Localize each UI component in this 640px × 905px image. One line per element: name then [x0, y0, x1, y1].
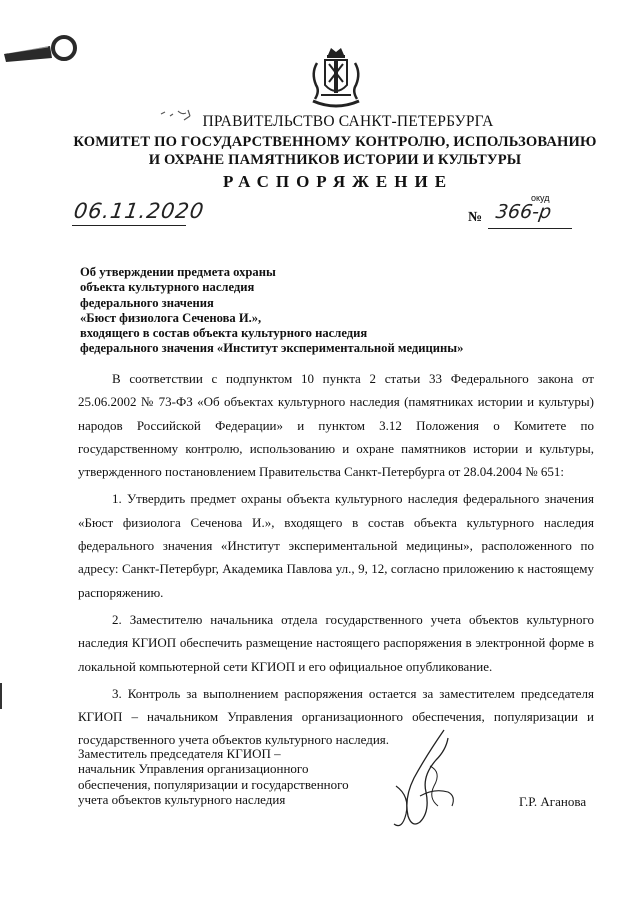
- number-underline: [488, 228, 572, 229]
- document-body: [78, 367, 594, 756]
- subject-line: федерального значения «Институт экспериментальной медицины»: [80, 341, 464, 356]
- position-line: обеспечения, популяризации и государственного: [78, 776, 349, 792]
- coat-of-arms-icon: [307, 45, 365, 113]
- preamble-paragraph: В соответствии с подпунктом 10 пункта 2 статьи 33 Федерального закона от 25.06.2002 № 73-ФЗ «Об объектах культурного наследия (памятниках истории и культуры) народов Российской Федерации» и пунктом 3.12 Положения о Комитете по государственному контролю, использованию и охране памятников истории и культуры, утвержденного постановлением Правительства Санкт-Петербурга от 28.04.2004 № 651:: [78, 371, 594, 480]
- document-date: 06.11.2020: [72, 199, 206, 223]
- subject-line: входящего в состав объекта культурного наследия: [80, 326, 368, 341]
- position-line: учета объектов культурного наследия: [78, 792, 286, 808]
- document-type: РАСПОРЯЖЕНИЕ: [222, 172, 454, 191]
- subject-line: Об утверждении предмета охраны: [80, 265, 276, 279]
- position-line: Заместитель председателя КГИОП –: [78, 746, 281, 761]
- committee-title-line2: И ОХРАНЕ ПАМЯТНИКОВ ИСТОРИИ И КУЛЬТУРЫ: [148, 152, 522, 168]
- item-3-paragraph: 3. Контроль за выполнением распоряжения остается за заместителем председателя КГИОП – начальником Управления организационного обеспечения, популяризации и государственного учета объектов культурного наследия.: [78, 685, 594, 748]
- item-1-paragraph: 1. Утвердить предмет охраны объекта культурного наследия федерального значения «Бюст физиолога Сеченова И.», входящего в состав объекта культурного наследия федерального значения «Институт экспериментальной медицины», расположенного по адресу: Санкт-Петербург, Академика Павлова ул., 9, 12, согласно приложению к настоящему распоряжению.: [78, 491, 594, 600]
- government-title: ПРАВИТЕЛЬСТВО САНКТ-ПЕТЕРБУРГА: [202, 113, 494, 130]
- subject-block: [80, 265, 580, 357]
- number-sign: №: [468, 210, 483, 225]
- signatory-position: [78, 746, 349, 808]
- position-line: начальник Управления организационного: [78, 761, 309, 777]
- signatory-name: Г.Р. Аганова: [519, 794, 587, 809]
- subject-line: федерального значения: [80, 295, 214, 310]
- item-2-paragraph: 2. Заместителю начальника отдела государственного учета объектов культурного наследия КГИОП обеспечить размещение настоящего распоряжения в электронной форме в локальной компьютерной сети КГИОП и его официальное опубликование.: [78, 611, 594, 674]
- date-underline: [72, 225, 186, 226]
- margin-mark: [0, 683, 2, 709]
- corner-stamp-mark: [2, 34, 78, 64]
- handwritten-signature: [386, 726, 466, 838]
- committee-title-line1: КОМИТЕТ ПО ГОСУДАРСТВЕННОМУ КОНТРОЛЮ, ИСПОЛЬЗОВАНИЮ: [73, 134, 597, 150]
- number-okud-label: окуд: [531, 193, 550, 203]
- subject-line: «Бюст физиолога Сеченова И.»,: [80, 310, 262, 325]
- document-number: 366-р: [494, 201, 553, 223]
- subject-line: объекта культурного наследия: [80, 280, 255, 295]
